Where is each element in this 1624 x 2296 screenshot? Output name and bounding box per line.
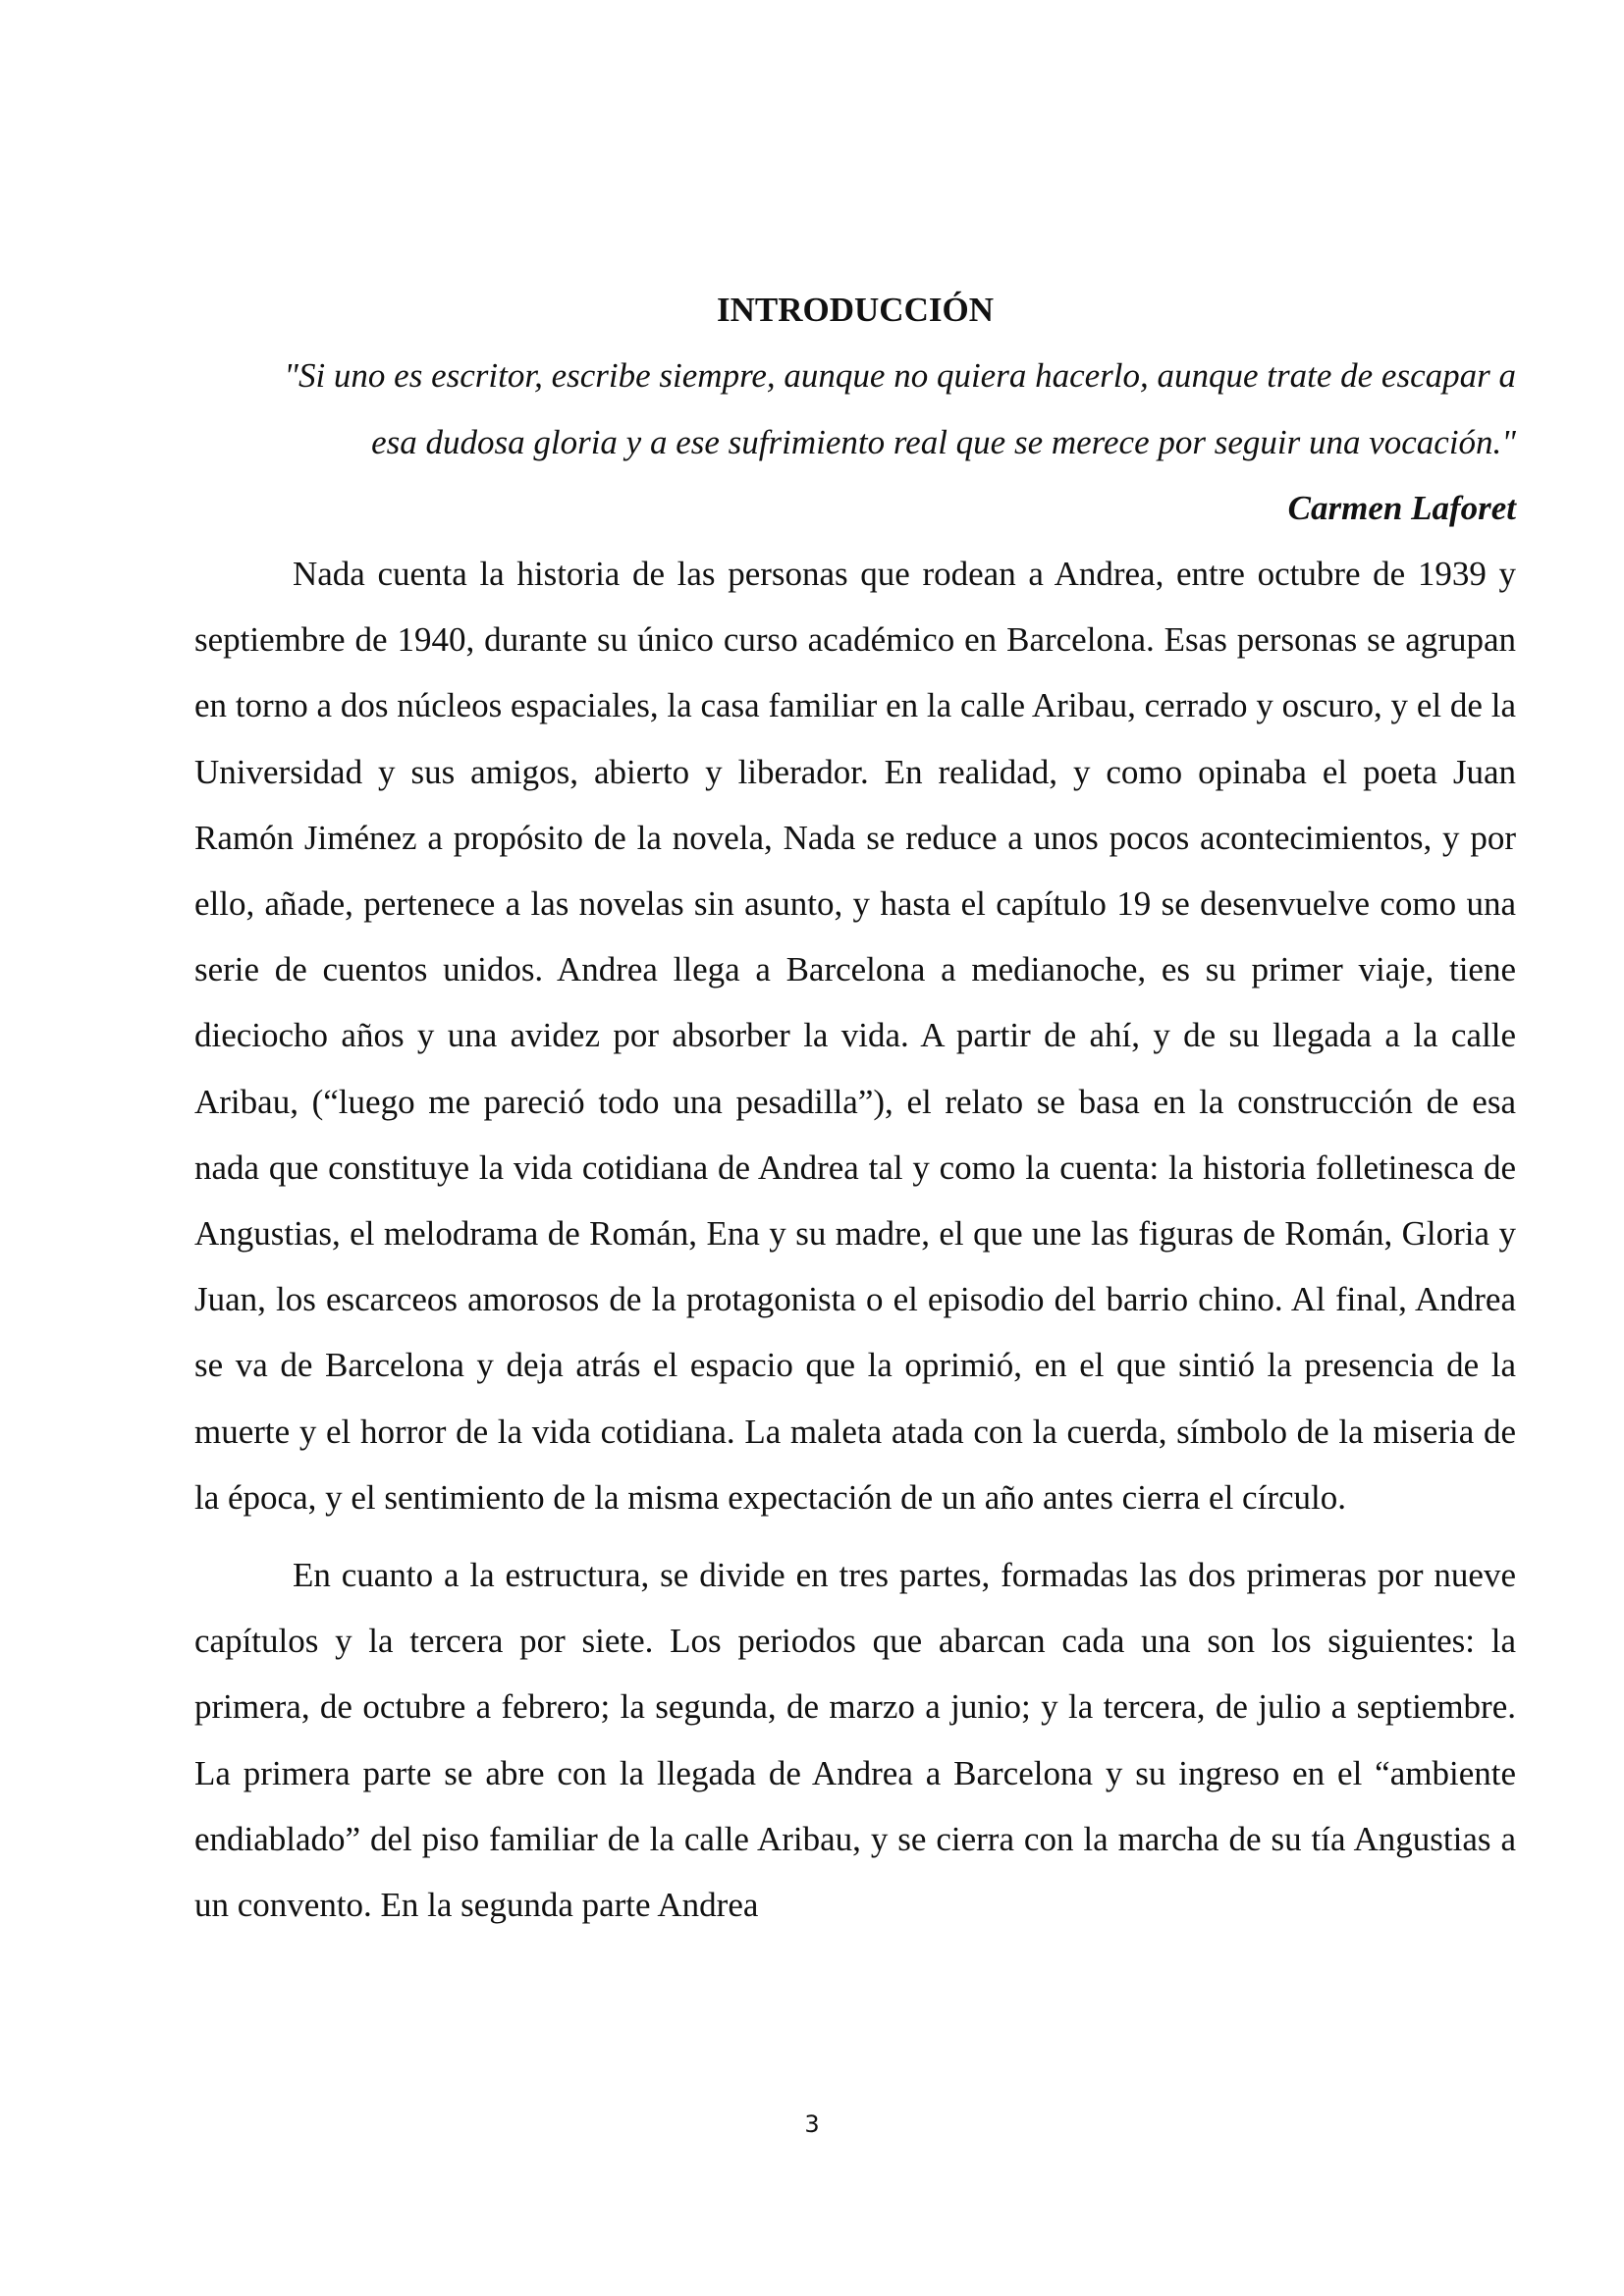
page-title: INTRODUCCIÓN <box>717 291 994 329</box>
body-paragraph-2: En cuanto a la estructura, se divide en tres partes, formadas las dos primeras por nueve capítulos y la tercera por siete. Los periodos que abarcan cada una son los siguientes: la primera, de octubre a febrero; la segunda, de marzo a junio; y la tercera, de julio a septiembre. La primera parte se abre con la llegada de Andrea a Barcelona y su ingreso en el “ambiente endiablado” del piso familiar de la calle Aribau, y se cierra con la marcha de su tía Angustias a un convento. En la segunda parte Andrea <box>194 1556 1516 1925</box>
page-content <box>194 278 1516 1938</box>
epigraph-quote: "Si uno es escritor, escribe siempre, aunque no quiera hacerlo, aunque trate de escapar a esa dudosa gloria y a ese sufrimiento real que se merece por seguir una vocación." <box>284 356 1516 461</box>
epigraph-author: Carmen Laforet <box>1287 489 1516 527</box>
page-number: 3 <box>804 2110 820 2138</box>
body-paragraph-1: Nada cuenta la historia de las personas que rodean a Andrea, entre octubre de 1939 y septiembre de 1940, durante su único curso académico en Barcelona. Esas personas se agrupan en torno a dos núcleos espaciales, la casa familiar en la calle Aribau, cerrado y oscuro, y el de la Universidad y sus amigos, abierto y liberador. En realidad, y como opinaba el poeta Juan Ramón Jiménez a propósito de la novela, Nada se reduce a unos pocos acontecimientos, y por ello, añade, pertenece a las novelas sin asunto, y hasta el capítulo 19 se desenvuelve como una serie de cuentos unidos. Andrea llega a Barcelona a medianoche, es su primer viaje, tiene dieciocho años y una avidez por absorber la vida. A partir de ahí, y de su llegada a la calle Aribau, (“luego me pareció todo una pesadilla”), el relato se basa en la construcción de esa nada que constituye la vida cotidiana de Andrea tal y como la cuenta: la historia folletinesca de Angustias, el melodrama de Román, Ena y su madre, el que une las figuras de Román, Gloria y Juan, los escarceos amorosos de la protagonista o el episodio del barrio chino. Al final, Andrea se va de Barcelona y deja atrás el espacio que la oprimió, en el que sintió la presencia de la muerte y el horror de la vida cotidiana. La maleta atada con la cuerda, símbolo de la miseria de la época, y el sentimiento de la misma expectación de un año antes cierra el círculo. <box>194 555 1516 1517</box>
